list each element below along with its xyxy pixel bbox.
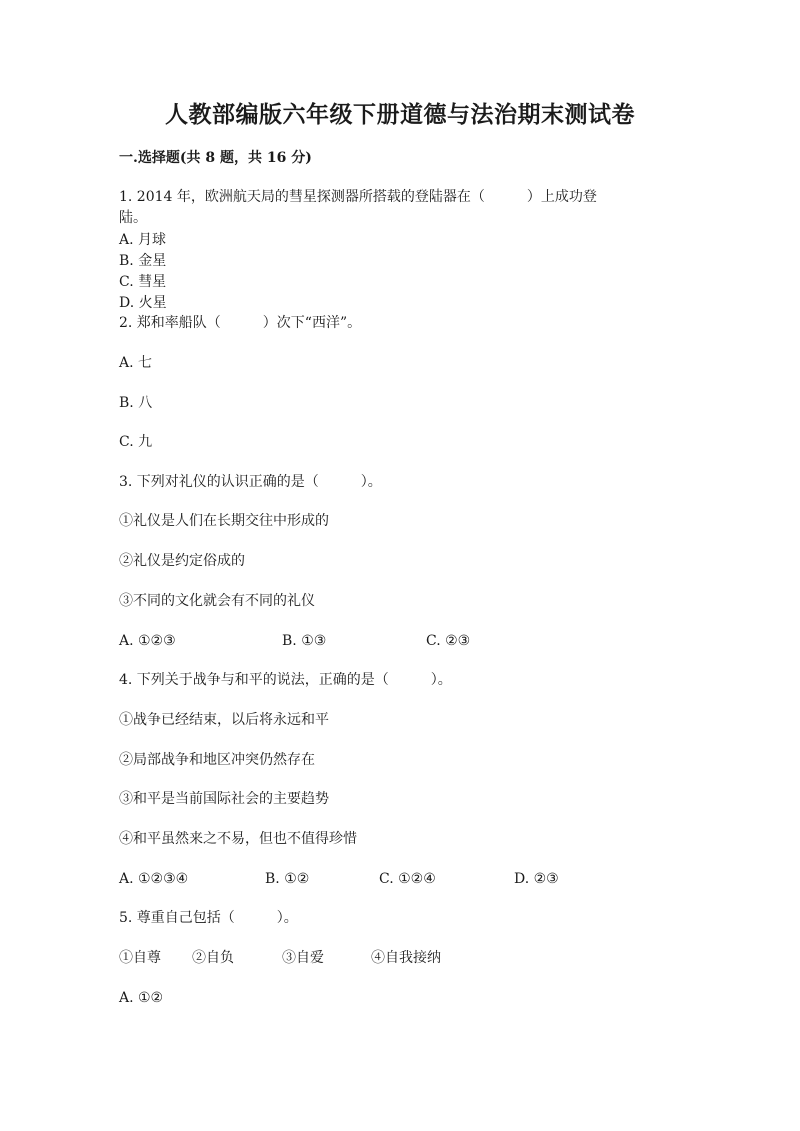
page-title: 人教部编版六年级下册道德与法治期末测试卷 <box>165 101 635 128</box>
question-4-statement-2: ②局部战争和地区冲突仍然存在 <box>119 752 315 768</box>
question-4-stem: 4. 下列关于战争与和平的说法，正确的是（ ）。 <box>119 672 452 688</box>
question-5-option-a: A. ①② <box>119 990 164 1006</box>
question-2-stem: 2. 郑和率船队（ ）次下“西洋”。 <box>119 315 362 331</box>
question-1-option-a: A. 月球 <box>119 232 167 248</box>
question-1-stem: 1. 2014 年，欧洲航天局的彗星探测器所搭载的登陆器在（ ）上成功登 <box>119 189 597 205</box>
question-4-statement-1: ①战争已经结束，以后将永远和平 <box>119 712 329 728</box>
section-heading: 一.选择题(共 8 题，共 16 分) <box>119 150 312 166</box>
question-3-stem: 3. 下列对礼仪的认识正确的是（ ）。 <box>119 474 382 490</box>
question-2-option-a: A. 七 <box>119 355 153 371</box>
question-5-statement-1: ①自尊 <box>119 950 161 966</box>
question-4-option-a: A. ①②③④ <box>119 871 189 887</box>
question-5-statement-4: ④自我接纳 <box>371 950 441 966</box>
question-4-option-c: C. ①②④ <box>379 871 436 887</box>
question-5-stem: 5. 尊重自己包括（ ）。 <box>119 910 298 926</box>
question-5-statement-2: ②自负 <box>192 950 234 966</box>
question-1-option-b: B. 金星 <box>119 253 167 269</box>
question-1-option-d: D. 火星 <box>119 295 167 311</box>
question-2-option-b: B. 八 <box>119 395 153 411</box>
question-1-stem-cont: 陆。 <box>119 210 147 226</box>
question-3-option-b: B. ①③ <box>282 633 327 649</box>
question-5-statement-3: ③自爱 <box>282 950 324 966</box>
question-3-statement-3: ③不同的文化就会有不同的礼仪 <box>119 593 315 609</box>
question-4-option-b: B. ①② <box>265 871 310 887</box>
question-4-statement-4: ④和平虽然来之不易，但也不值得珍惜 <box>119 831 357 847</box>
question-1-option-c: C. 彗星 <box>119 274 167 290</box>
question-3-statement-1: ①礼仪是人们在长期交往中形成的 <box>119 513 329 529</box>
question-2-option-c: C. 九 <box>119 434 153 450</box>
question-4-statement-3: ③和平是当前国际社会的主要趋势 <box>119 791 329 807</box>
question-3-statement-2: ②礼仪是约定俗成的 <box>119 553 245 569</box>
question-3-option-a: A. ①②③ <box>119 633 176 649</box>
question-4-option-d: D. ②③ <box>514 871 559 887</box>
question-3-option-c: C. ②③ <box>426 633 471 649</box>
